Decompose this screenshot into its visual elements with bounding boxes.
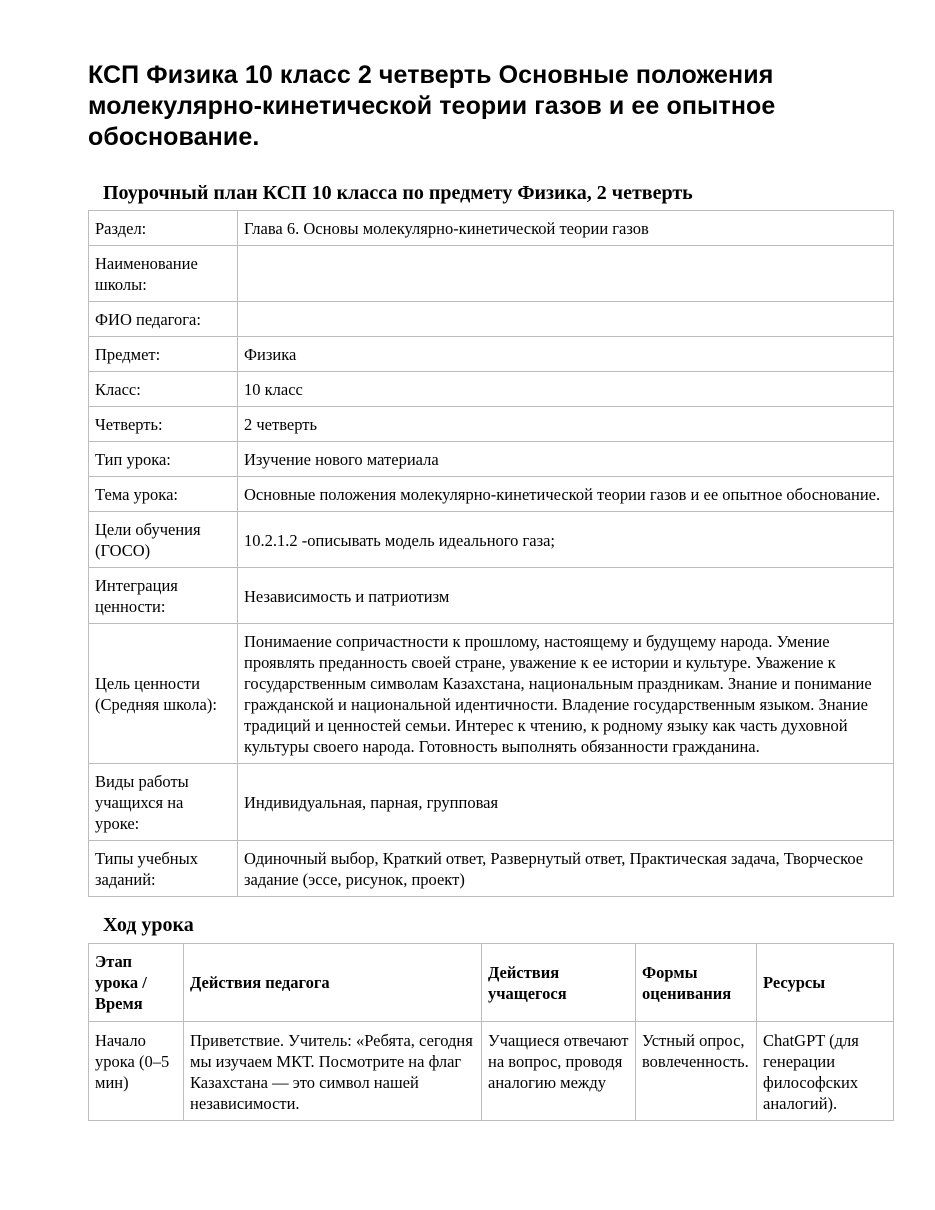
table-row: [89, 442, 894, 477]
column-header-student: Действия учащегося: [482, 944, 636, 1022]
table-row: [89, 246, 894, 302]
row-label: Предмет:: [89, 337, 238, 372]
table-row: [89, 841, 894, 897]
plan-heading: Поурочный план КСП 10 класса по предмету Физика, 2 четверть: [103, 182, 693, 204]
table-row: [89, 764, 894, 841]
row-label: Типы учебных заданий:: [89, 841, 238, 897]
row-label: ФИО педагога:: [89, 302, 238, 337]
row-value: Независимость и патриотизм: [238, 568, 894, 624]
table-row: [89, 568, 894, 624]
row-value: Основные положения молекулярно-кинетической теории газов и ее опытное обоснование.: [238, 477, 894, 512]
teacher-actions-cell: Приветствие. Учитель: «Ребята, сегодня мы изучаем МКТ. Посмотрите на флаг Казахстана — это символ нашей независимости.: [184, 1022, 482, 1121]
row-value: Одиночный выбор, Краткий ответ, Развернутый ответ, Практическая задача, Творческое задание (эссе, рисунок, проект): [238, 841, 894, 897]
table-row: [89, 512, 894, 568]
lesson-info-table: [88, 210, 894, 897]
document-title: КСП Физика 10 класс 2 четверть Основные положения молекулярно-кинетической теории газов и ее опытное обоснование.: [88, 61, 776, 151]
row-value: Понимаение сопричастности к прошлому, настоящему и будущему народа. Умение проявлять преданность своей стране, уважение к ее истории и культуре. Уважение к государственным символам Казахстана, национальным праздникам. Знание и понимание гражданской и национальной идентичности. Владение государственным языком. Знание традиций и ценностей семьи. Интерес к чтению, к родному языку как часть духовной культуры своего народа. Готовность выполнять обязанности гражданина.: [238, 624, 894, 764]
row-label: Наименование школы:: [89, 246, 238, 302]
row-value: Индивидуальная, парная, групповая: [238, 764, 894, 841]
column-header-teacher: Действия педагога: [184, 944, 482, 1022]
row-label: Раздел:: [89, 211, 238, 246]
row-label: Тема урока:: [89, 477, 238, 512]
table-row: [89, 302, 894, 337]
table-row: [89, 372, 894, 407]
lesson-progress-heading: Ход урока: [103, 914, 194, 936]
row-label: Интеграция ценности:: [89, 568, 238, 624]
table-header-row: [89, 944, 894, 1022]
row-value: Глава 6. Основы молекулярно-кинетической теории газов: [238, 211, 894, 246]
stage-cell: Начало урока (0–5 мин): [89, 1022, 184, 1121]
row-label: Виды работы учащихся на уроке:: [89, 764, 238, 841]
table-row: [89, 477, 894, 512]
row-label: Цели обучения (ГОСО): [89, 512, 238, 568]
table-row: [89, 1022, 894, 1121]
row-label: Четверть:: [89, 407, 238, 442]
row-value: 10.2.1.2 -описывать модель идеального газа;: [238, 512, 894, 568]
document-page: [88, 0, 893, 1121]
row-label: Тип урока:: [89, 442, 238, 477]
table-row: [89, 211, 894, 246]
row-value: 10 класс: [238, 372, 894, 407]
student-actions-cell: Учащиеся отвечают на вопрос, проводя аналогию между: [482, 1022, 636, 1121]
column-header-assessment: Формы оценивания: [636, 944, 757, 1022]
row-value: 2 четверть: [238, 407, 894, 442]
row-value: [238, 302, 894, 337]
assessment-cell: Устный опрос, вовлеченность.: [636, 1022, 757, 1121]
column-header-resources: Ресурсы: [757, 944, 894, 1022]
row-value: [238, 246, 894, 302]
resources-cell: ChatGPT (для генерации философских аналогий).: [757, 1022, 894, 1121]
row-value: Изучение нового материала: [238, 442, 894, 477]
row-label: Класс:: [89, 372, 238, 407]
table-row: [89, 337, 894, 372]
table-row: [89, 407, 894, 442]
column-header-stage: Этап урока / Время: [89, 944, 184, 1022]
row-label: Цель ценности (Средняя школа):: [89, 624, 238, 764]
row-value: Физика: [238, 337, 894, 372]
table-row: [89, 624, 894, 764]
lesson-steps-table: [88, 943, 894, 1121]
